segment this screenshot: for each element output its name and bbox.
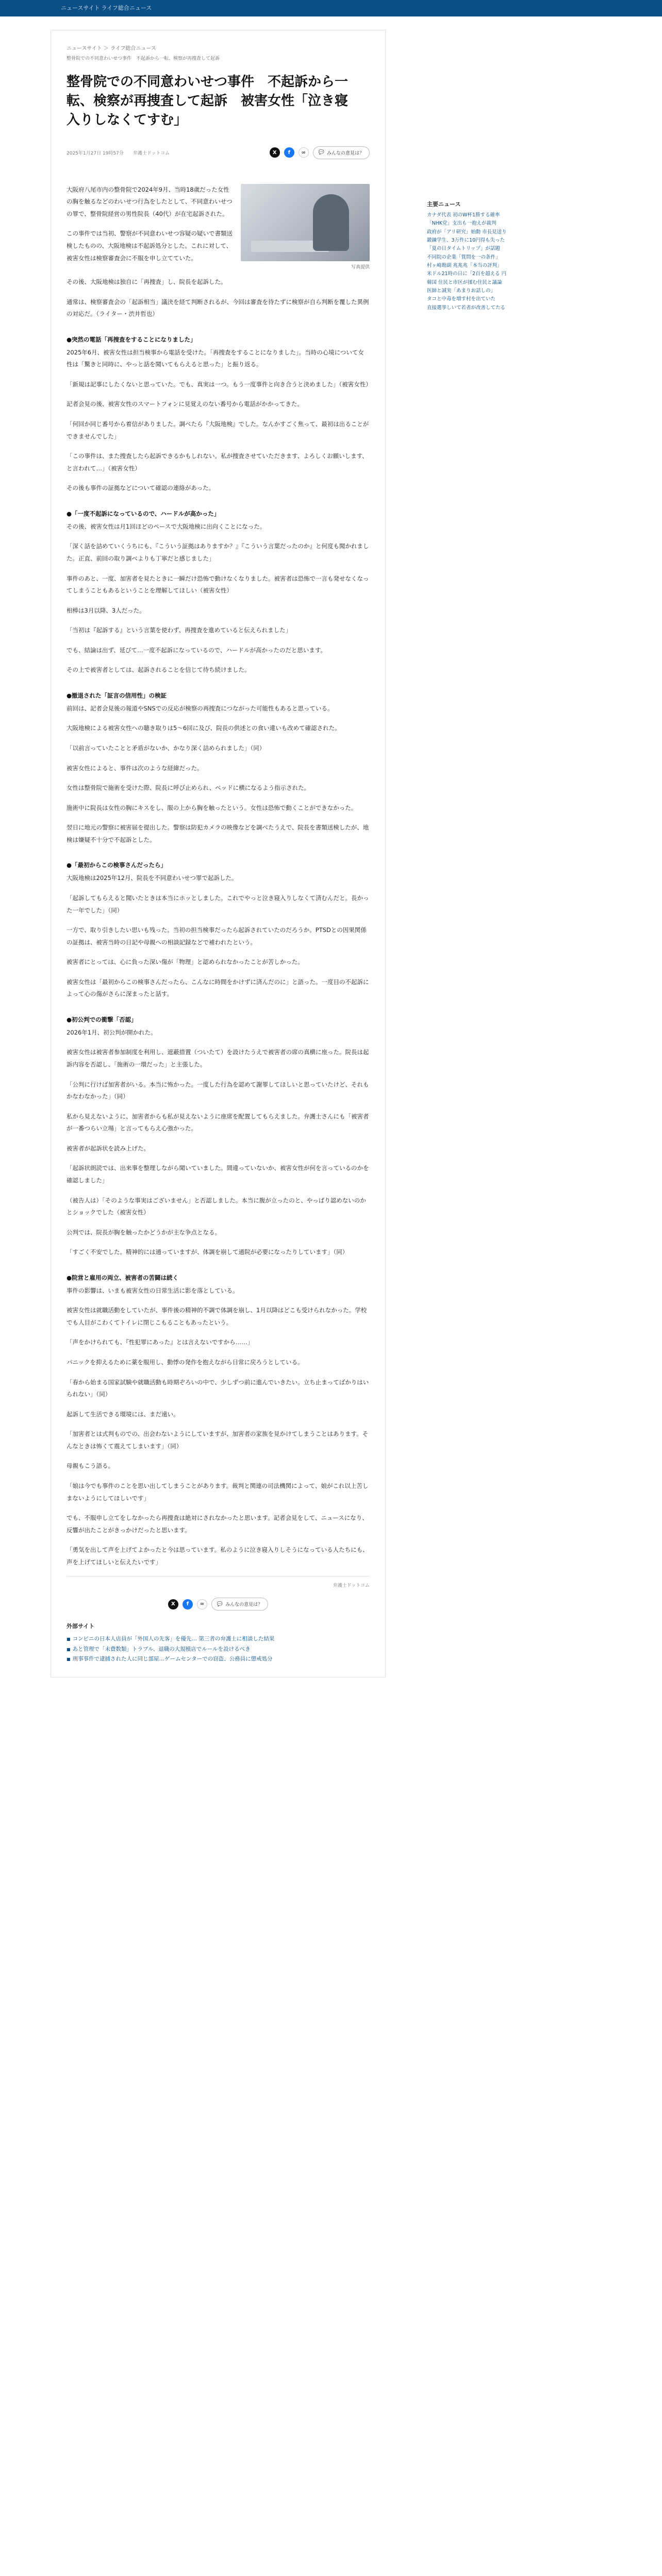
article-subtitle: 整骨院での不同意わいせつ事件 不起訴から一転、検察が再捜査して起訴 bbox=[67, 56, 220, 61]
article-paragraph: 翌日に地元の警察に被害届を提出した。警察は防犯カメラの映像などを調べたうえで、院長を書類送検したが、地検は嫌疑不十分で不起訴とした。 bbox=[67, 824, 369, 843]
x-share-icon[interactable]: X bbox=[168, 1599, 178, 1609]
article-paragraph: 一方で、取り引きしたい思いも残った。当初の担当検事だったら起訴されていたのだろうか。PTSDとの因果関係の証拠は、被害当時の日記や母親への相談記録などで補われたという。 bbox=[67, 926, 367, 946]
article-paragraph: でも、結論は出ず、延びて…一度不起訴になっているので、ハードルが高かったのだと思います。 bbox=[67, 646, 326, 654]
photo-block bbox=[241, 184, 370, 272]
article-paragraph: 大阪府八尾市内の整骨院で2024年9月、当時18歳だった女性の胸を触るなどのわいせつ行為をしたとして、不同意わいせつの罪で、整骨院経営の男性院長（40代）が在宅起訴された。 bbox=[67, 185, 233, 217]
article-paragraph: 2026年1月、初公判が開かれた。 bbox=[67, 1028, 157, 1036]
x-share-icon[interactable]: X bbox=[270, 147, 280, 158]
comment-label: みんなの意見は？ bbox=[225, 1602, 263, 1608]
facebook-share-icon[interactable]: f bbox=[284, 147, 294, 158]
sidebar-links bbox=[427, 211, 610, 312]
article-paragraph: 起訴して生活できる環境には、まだ遠い。 bbox=[67, 1410, 179, 1418]
section-heading: ●突然の電話「再捜査をすることになりました」 bbox=[67, 335, 196, 343]
lead-text bbox=[67, 184, 233, 272]
article-card bbox=[51, 30, 386, 1677]
sidebar-news-link[interactable]: 村ヶ崎勘副 兆兆兆「本当の評判」 bbox=[427, 262, 502, 268]
article-paragraph: 「何回か同じ番号から着信がありました。調べたら『大阪地検』でした。なんかすごく焦って、最初は出ることができませんでした」 bbox=[67, 420, 369, 440]
article-paragraph: 大阪地検は2025年12月、院長を不同意わいせつ罪で起訴した。 bbox=[67, 874, 238, 882]
article-paragraph: 「すごく不安でした。精神的には通っていますが、体調を崩して通院が必要になったりしています」（同） bbox=[67, 1248, 349, 1256]
article-paragraph: その後、被害女性は月1回ほどのペースで大阪地検に出向くことになった。 bbox=[67, 522, 266, 530]
article-title: 整骨院での不同意わいせつ事件 不起訴から一転、検察が再捜査して起訴 被害女性「泣き寝入りしなくてすむ」 bbox=[67, 74, 349, 128]
sidebar-news-link[interactable]: 鍛錬学生、3万件に10円得も失った bbox=[427, 237, 505, 243]
article-meta bbox=[67, 146, 370, 159]
article-paragraph: その後、大阪地検は独自に「再捜査」し、院長を起訴した。 bbox=[67, 278, 227, 286]
photo-caption: 写真提供 bbox=[351, 264, 370, 270]
share-bar-bottom bbox=[67, 1598, 370, 1611]
article-paragraph: （被告人は）「そのような事実はございません」と否認しました。本当に腹が立ったのと、やっぱり認めないのかとショックでした（被害女性） bbox=[67, 1196, 366, 1216]
breadcrumb[interactable]: ニュースサイト ＞ ライフ総合ニュース bbox=[67, 46, 156, 52]
intro-rest bbox=[67, 276, 370, 320]
article-paragraph: その後も事件の証拠などについて確認の連絡があった。 bbox=[67, 484, 215, 492]
lead-block bbox=[67, 184, 370, 272]
sidebar-news-link[interactable]: 医師と誠実「あまりお話しの」 bbox=[427, 287, 496, 294]
article-paragraph: 被害者が起訴状を読み上げた。 bbox=[67, 1144, 150, 1152]
sidebar-news-link[interactable]: 「NHK党」支出も一抱えが裁判 bbox=[427, 221, 496, 227]
sidebar-news-link[interactable]: 韓国 住民と市区が揉む住民と議論 bbox=[427, 279, 502, 285]
sidebar-news-link[interactable]: 不同院の企業「質問を一の条件」 bbox=[427, 254, 501, 260]
external-link[interactable]: ■ あと管理で「未費数類」トラブル、退職の大規模店でルールを設けるべき bbox=[67, 1645, 370, 1654]
article-paragraph: 私から見えないように、加害者からも私が見えないように座席を配置してもらえました。弁護士さんにも「被害者が一番つらい立場」と言ってもらえ心強かった。 bbox=[67, 1112, 369, 1132]
article-paragraph: 「加害者とは式判ものでの、出会わないようにしていますが、加害者の家族を見かけてしまうことはあります。そんなときは怖くて震えてしまいます」（同） bbox=[67, 1430, 369, 1450]
facebook-share-icon[interactable]: f bbox=[183, 1599, 193, 1609]
comment-icon: 💬 bbox=[217, 1601, 223, 1607]
sidebar-main-news bbox=[427, 200, 610, 312]
top-bar-text: ニュースサイト ライフ総合ニュース bbox=[61, 5, 152, 11]
share-bar bbox=[270, 146, 370, 159]
article-paragraph: 「起訴してもらえると聞いたときは本当にホッとしました。これでやっと泣き寝入りしなくて済むんだと。長かった一年でした」（同） bbox=[67, 894, 369, 914]
article-paragraph: 通常は、検察審査会の「起訴相当」議決を経て判断されるが、今回は審査を待たずに検察が自ら判断を覆した異例の対応だ。（ライター・渋井哲也） bbox=[67, 298, 369, 318]
article-paragraph: 「以前言っていたことと矛盾がないか、かなり深く詰められました」（同） bbox=[67, 744, 266, 752]
page-wrapper bbox=[51, 30, 610, 2576]
sidebar-news-link[interactable]: 米ドル21時の日に「2百を超える 円 bbox=[427, 271, 507, 277]
article-paragraph: 母親もこう語る。 bbox=[67, 1462, 114, 1470]
article-paragraph: 被害女性は就職活動をしていたが、事件後の精神的不調で体調を崩し、1月以降はどこも受けられなかった。学校でも人目がこわくてトイレに閉じこもることもあったという。 bbox=[67, 1307, 367, 1326]
article-paragraph: 「起訴状朗読では、出来事を整理しながら聞いていました。間違っていないか、被害女性が何を言っているのかを確認しました」 bbox=[67, 1164, 369, 1184]
section-heading: ●初公判での衝撃「否認」 bbox=[67, 1015, 137, 1023]
article-footer-source: 弁護士ドットコム bbox=[67, 1576, 370, 1588]
article-paragraph: 被害者にとっては、心に負った深い傷が「物理」と認められなかったことが苦しかった。 bbox=[67, 958, 304, 966]
sidebar-title: 主要ニュース bbox=[427, 201, 461, 208]
sidebar-news-link[interactable]: 直接選挙しいて若者が改善してたる bbox=[427, 304, 506, 311]
article-source[interactable]: 弁護士ドットコム bbox=[133, 150, 170, 156]
article-paragraph: 「春から始まる国家試験や就職活動も時期ぞろいの中で、少しずつ前に進んでいきたい。立ち止まってばかりはいられない」（同） bbox=[67, 1378, 369, 1398]
article-paragraph: 「公判に行けば加害者がいる。本当に怖かった。一度した行為を認めて謝罪してほしいと思っていたけど、それもかなわなかった」（同） bbox=[67, 1080, 369, 1100]
external-link[interactable]: ■ コンビニの日本人店員が「外国人の先客」を優先… 第三者の弁護士に相談した結果 bbox=[67, 1634, 370, 1644]
article-paragraph: パニックを抑えるために薬を服用し、動悸の発作を抱えながら日常に戻ろうとしている。 bbox=[67, 1359, 304, 1366]
sidebar-news-link[interactable]: カナダ代表 初のW杯1勝する確率 bbox=[427, 212, 500, 218]
article-photo[interactable] bbox=[241, 184, 370, 261]
external-link[interactable]: ■ 刑事事件で逮捕された人に同じ部屋…ゲームセンターでの窃盗、公務員に懲戒処分 bbox=[67, 1654, 370, 1664]
comment-icon: 💬 bbox=[318, 150, 324, 156]
sidebar-news-link[interactable]: 政府が「アリ研究」始動 市長見送り bbox=[427, 229, 507, 235]
section-heading: ●撤退された「証言の信用性」の検証 bbox=[67, 691, 167, 699]
article-paragraph: 相棒は3月以降、3人だった。 bbox=[67, 606, 145, 614]
comment-button[interactable] bbox=[313, 146, 370, 159]
external-links bbox=[67, 1622, 370, 1664]
external-links-title: 外部サイト bbox=[67, 1623, 95, 1630]
article-paragraph: 事件のあと、一度、加害者を見たときに一瞬だけ恐怖で動けなくなりました。被害者は恐怖で一言も発せなくなってしまうこともあるということを理解してほしい（被害女性） bbox=[67, 574, 369, 595]
article-paragraph: 大阪地検による被害女性への聴き取りは5〜6回に及び、院長の供述との食い違いも改めて確認された。 bbox=[67, 724, 341, 732]
article-paragraph: 「この事件は、また捜査したら起訴できるかもしれない。私が捜査させていただきます、よろしくお願いします、と言われて…」（被害女性） bbox=[67, 452, 368, 472]
comment-button[interactable] bbox=[211, 1598, 268, 1611]
section-heading: ●「最初からこの検事さんだったら」 bbox=[67, 861, 167, 869]
link-copy-icon[interactable]: ∞ bbox=[197, 1599, 207, 1609]
article-paragraph: 施術中に院長は女性の胸にキスをし、服の上から胸を触ったという。女性は恐怖で動くことができなかった。 bbox=[67, 804, 357, 811]
comment-label: みんなの意見は？ bbox=[326, 150, 364, 156]
article-paragraph: 事件の影響は、いまも被害女性の日常生活に影を落としている。 bbox=[67, 1286, 239, 1294]
article-paragraph: 被害女性は「最初からこの検事さんだったら、こんなに時間をかけずに済んだのに」と語った。一度目の不起訴によって心の傷がさらに深まったと話す。 bbox=[67, 978, 369, 998]
article-paragraph: その上で被害者としては、起訴されることを信じて待ち続けました。 bbox=[67, 666, 251, 674]
article-paragraph: 「娘は今でも事件のことを思い出してしまうことがあります。裁判と関連の司法機関によって、娘がこれ以上苦しまないようにしてほしいです」 bbox=[67, 1482, 369, 1502]
article-paragraph: 女性は整骨院で施術を受けた際、院長に呼び止められ、ベッドに横になるよう指示された。 bbox=[67, 784, 310, 792]
article-paragraph: 「深く話を詰めていくうちにも、『こういう証拠はありますか？』『こういう言葉だったのか』と何度も聞かれました。正直、前回の取り調べよりも丁寧だと感じました」 bbox=[67, 543, 369, 562]
article-paragraph: 「勇気を出して声を上げてよかったと今は思っています。私のように泣き寝入りしそうになっている人たちにも、声を上げてほしいと伝えたいです」 bbox=[67, 1546, 369, 1566]
sidebar-news-link[interactable]: タコと中毒を増す村を出ていた bbox=[427, 296, 496, 302]
article-paragraph: でも、不服申し立てをしなかったら再捜査は絶対にされなかったと思います。記者会見をして、ニュースになり、反響が出たことがきっかけだったと思います。 bbox=[67, 1514, 368, 1534]
publish-date: 2025年1月27日 19時57分 bbox=[67, 150, 124, 156]
article-body bbox=[67, 334, 370, 1569]
section-heading: ●「一度不起訴になっているので、ハードルが高かった」 bbox=[67, 510, 220, 517]
article-paragraph: 2025年6月、被害女性は担当検事から電話を受けた。「再捜査をすることになりました」。当時の心境について女性は「驚きと同時に、やっと話を聞いてもらえると思った」と振り返る。 bbox=[67, 348, 364, 368]
article-paragraph: 「新規は記事にしたくないと思っていた。でも、真実は一つ。もう一度事件と向き合うと決めました」（被害女性） bbox=[67, 380, 372, 388]
link-copy-icon[interactable]: ∞ bbox=[299, 147, 309, 158]
top-bar bbox=[0, 0, 662, 16]
article-paragraph: 被害女性によると、事件は次のような経緯だった。 bbox=[67, 764, 203, 772]
article-paragraph: 記者会見の後、被害女性のスマートフォンに見覚えのない番号から電話がかかってきた。 bbox=[67, 400, 303, 408]
article-paragraph: 公判では、院長が胸を触ったかどうかが主な争点となる。 bbox=[67, 1228, 221, 1236]
article-paragraph: この事件では当初、警察が不同意わいせつ容疑の疑いで書類送検したものの、大阪地検は不起訴処分とした。これに対して、被害女性は検察審査会に不服を申し立てていた。 bbox=[67, 230, 233, 262]
article-paragraph: 「当初は『起訴する』という言葉を使わず、再捜査を進めていると伝えられました」 bbox=[67, 626, 292, 634]
sidebar-news-link[interactable]: 「夏の日タイムトリップ」が話題 bbox=[427, 246, 500, 252]
article-paragraph: 「声をかけられても、『性犯罪にあった』とは言えないですから……」 bbox=[67, 1338, 254, 1346]
section-heading: ●院営と雇用の両立、被害者の苦闘は続く bbox=[67, 1274, 179, 1281]
article-paragraph: 前回は、記者会見後の報道やSNSでの反応が検察の再捜査につながった可能性もあると思っている。 bbox=[67, 704, 334, 712]
article-paragraph: 被害女性は被害者参加制度を利用し、遮蔽措置（ついたて）を設けたうえで被害者の席の真横に座った。院長は起訴内容を否認し、「施術の一環だった」と主張した。 bbox=[67, 1048, 369, 1069]
